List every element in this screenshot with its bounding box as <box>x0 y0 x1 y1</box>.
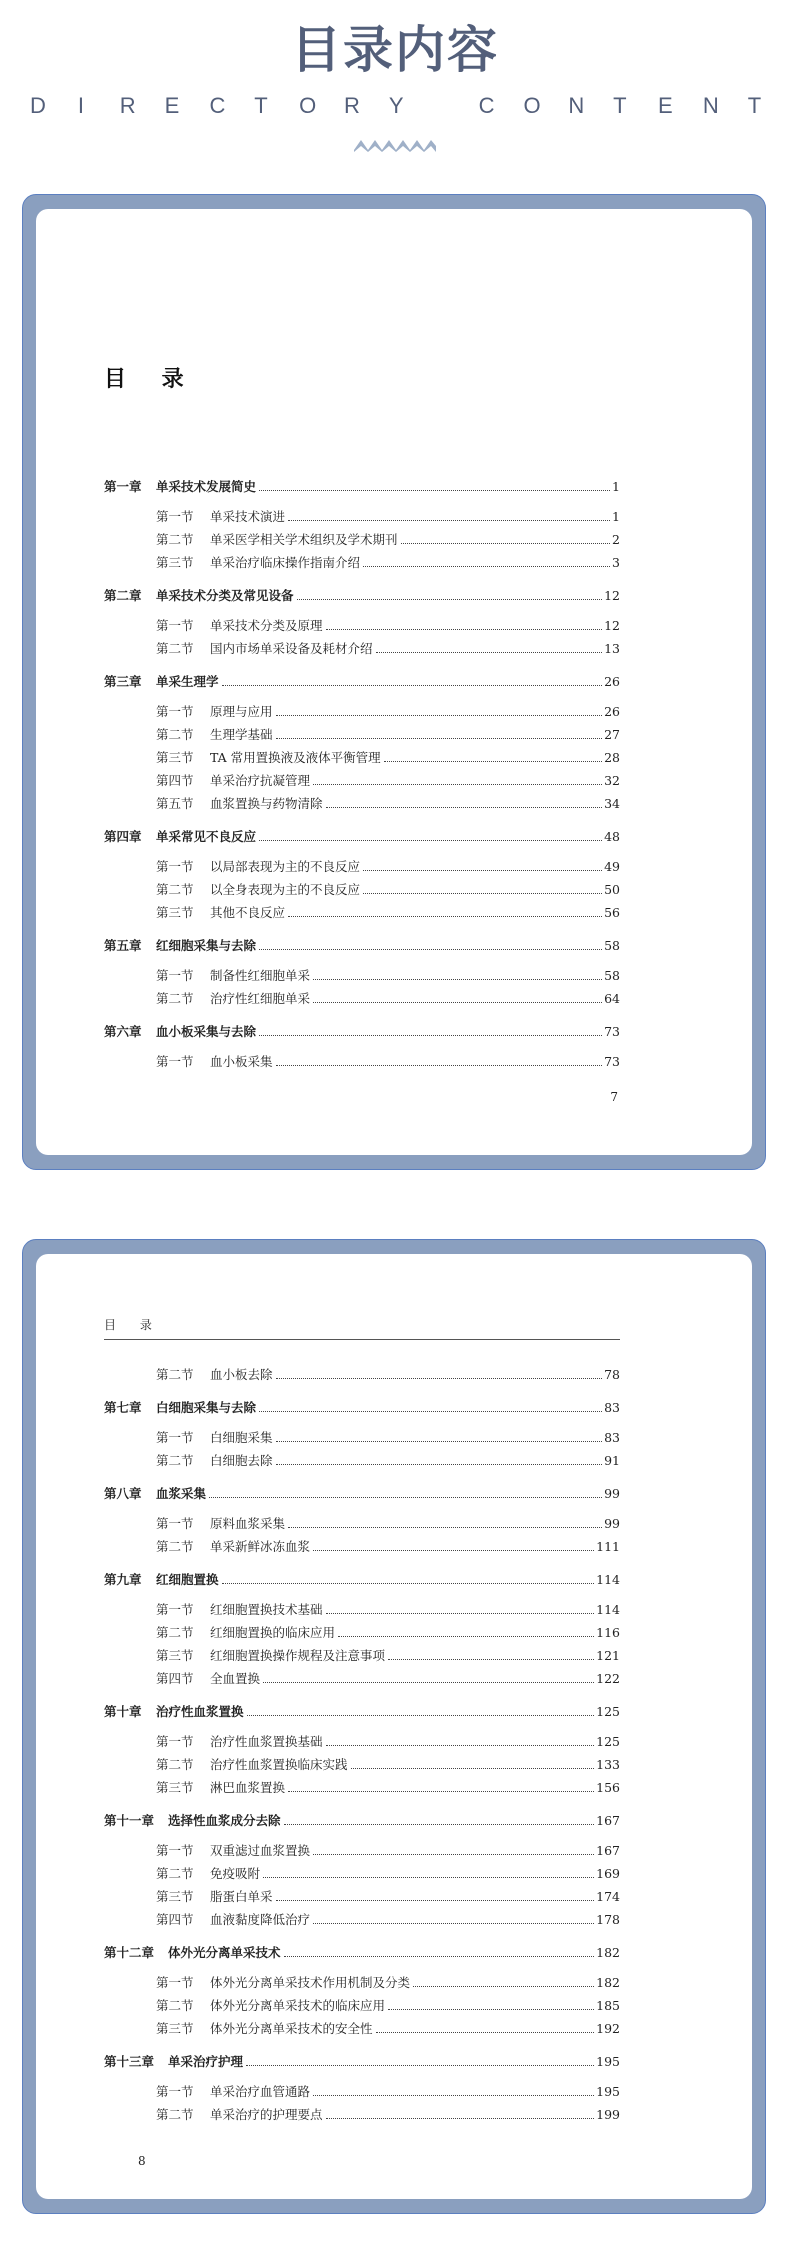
entry-page: 73 <box>604 1024 620 1039</box>
entry-number: 第二节 <box>156 641 194 656</box>
toc-list-page-7 <box>104 462 620 1070</box>
entry-page: 125 <box>596 1704 620 1719</box>
entry-title: 治疗性血浆置换临床实践 <box>210 1757 348 1772</box>
subtitle-letter: T <box>613 93 627 118</box>
toc-section-entry[interactable] <box>104 1595 620 1618</box>
toc-section-entry[interactable] <box>104 1446 620 1469</box>
entry-title: 其他不良反应 <box>210 905 286 920</box>
entry-number: 第四节 <box>156 773 194 788</box>
entry-number: 第三章 <box>104 674 142 689</box>
dot-leader <box>388 2009 594 2010</box>
entry-number: 第二节 <box>156 1866 194 1881</box>
entry-number: 第一节 <box>156 1516 194 1531</box>
entry-title: 生理学基础 <box>210 727 273 742</box>
entry-page: 13 <box>604 641 620 656</box>
entry-number: 第一节 <box>156 704 194 719</box>
toc-list-page-8 <box>104 1360 620 2123</box>
entry-title: 原理与应用 <box>210 704 273 719</box>
subtitle-letter: C <box>478 93 495 118</box>
entry-title: 红细胞置换操作规程及注意事项 <box>210 1648 386 1663</box>
dot-leader <box>288 1527 602 1528</box>
dot-leader <box>247 1715 595 1716</box>
dot-leader <box>222 1583 595 1584</box>
entry-page: 58 <box>604 938 620 953</box>
entry-page: 58 <box>604 968 620 983</box>
toc-section-entry[interactable] <box>104 525 620 548</box>
entry-title: 治疗性血浆置换 <box>156 1704 244 1719</box>
page-number: 8 <box>138 2154 146 2168</box>
entry-page: 1 <box>612 509 620 524</box>
toc-section-entry[interactable] <box>104 1859 620 1882</box>
dot-leader <box>209 1497 602 1498</box>
entry-number: 第一节 <box>156 509 194 524</box>
entry-title: 单采治疗的护理要点 <box>210 2107 323 2122</box>
entry-page: 122 <box>596 1671 620 1686</box>
toc-chapter-entry[interactable] <box>104 1697 620 1720</box>
dot-leader <box>351 1768 595 1769</box>
entry-page: 73 <box>604 1054 620 1069</box>
dot-leader <box>276 1441 603 1442</box>
toc-section-entry[interactable] <box>104 502 620 525</box>
toc-chapter-entry[interactable] <box>104 581 620 604</box>
entry-title: 单采治疗抗凝管理 <box>210 773 311 788</box>
entry-title: 血液黏度降低治疗 <box>210 1912 311 1927</box>
dot-leader <box>297 599 603 600</box>
dot-leader <box>276 1065 603 1066</box>
dot-leader <box>326 1745 595 1746</box>
entry-page: 26 <box>604 704 620 719</box>
dot-leader <box>276 1900 595 1901</box>
toc-section-entry[interactable] <box>104 1047 620 1070</box>
dot-leader <box>259 1411 602 1412</box>
entry-page: 99 <box>604 1486 620 1501</box>
entry-number: 第三节 <box>156 1648 194 1663</box>
dot-leader <box>284 1824 595 1825</box>
entry-title: 原料血浆采集 <box>210 1516 286 1531</box>
toc-section-entry[interactable] <box>104 2014 620 2037</box>
running-head: 目 录 <box>104 1316 620 1340</box>
entry-number: 第二节 <box>156 532 194 547</box>
entry-title: TA 常用置换液及液体平衡管理 <box>210 750 381 765</box>
entry-page: 195 <box>596 2084 620 2099</box>
dot-leader <box>313 979 602 980</box>
entry-number: 第一节 <box>156 1430 194 1445</box>
entry-number: 第十二章 <box>104 1945 155 1960</box>
dot-leader <box>259 840 602 841</box>
entry-title: 体外光分离单采技术的临床应用 <box>210 1998 386 2013</box>
entry-title: 淋巴血浆置换 <box>210 1780 286 1795</box>
entry-title: 体外光分离单采技术 <box>168 1945 281 1960</box>
entry-title: 单采治疗护理 <box>168 2054 244 2069</box>
dot-leader <box>288 916 602 917</box>
toc-section-entry[interactable] <box>104 611 620 634</box>
entry-title: 单采治疗血管通路 <box>210 2084 311 2099</box>
toc-section-entry[interactable] <box>104 789 620 812</box>
entry-page: 50 <box>604 882 620 897</box>
entry-page: 156 <box>596 1780 620 1795</box>
subtitle-letter: N <box>568 93 585 118</box>
entry-page: 121 <box>596 1648 620 1663</box>
toc-heading: 目 录 <box>104 367 198 392</box>
subtitle-letter: E <box>164 93 180 118</box>
toc-section-entry[interactable] <box>104 634 620 657</box>
subtitle-letter <box>434 94 446 118</box>
entry-number: 第九章 <box>104 1572 142 1587</box>
dot-leader <box>263 1877 594 1878</box>
dot-leader <box>263 1682 594 1683</box>
entry-number: 第一节 <box>156 1054 194 1069</box>
entry-number: 第四节 <box>156 1912 194 1927</box>
toc-chapter-entry[interactable] <box>104 1393 620 1416</box>
toc-section-entry[interactable] <box>104 548 620 571</box>
entry-title: 治疗性红细胞单采 <box>210 991 311 1006</box>
entry-title: 以局部表现为主的不良反应 <box>210 859 361 874</box>
entry-title: 单采技术分类及原理 <box>210 618 323 633</box>
subtitle-letter: E <box>658 93 673 118</box>
toc-chapter-entry[interactable] <box>104 472 620 495</box>
entry-page: 27 <box>604 727 620 742</box>
entry-number: 第三节 <box>156 2021 194 2036</box>
entry-title: 单采生理学 <box>156 674 219 689</box>
toc-section-entry[interactable] <box>104 2077 620 2100</box>
toc-chapter-entry[interactable] <box>104 1938 620 1961</box>
dot-leader <box>401 543 611 544</box>
dot-leader <box>276 1378 603 1379</box>
entry-page: 116 <box>596 1625 620 1640</box>
entry-page: 91 <box>604 1453 620 1468</box>
subtitle-letter: N <box>702 93 719 118</box>
entry-title: 白细胞采集 <box>210 1430 273 1445</box>
entry-page: 3 <box>612 555 620 570</box>
dot-leader <box>313 2095 594 2096</box>
entry-number: 第六章 <box>104 1024 142 1039</box>
entry-page: 178 <box>596 1912 620 1927</box>
entry-page: 167 <box>596 1843 620 1858</box>
dot-leader <box>326 2118 595 2119</box>
entry-page: 48 <box>604 829 620 844</box>
toc-section-entry[interactable] <box>104 852 620 875</box>
toc-chapter-entry[interactable] <box>104 1565 620 1588</box>
subtitle-letter: R <box>344 93 360 118</box>
subtitle-letter: D <box>30 93 46 118</box>
entry-title: 体外光分离单采技术作用机制及分类 <box>210 1975 411 1990</box>
entry-number: 第一节 <box>156 2084 194 2099</box>
entry-page: 199 <box>596 2107 620 2122</box>
entry-page: 185 <box>596 1998 620 2013</box>
entry-title: 单采医学相关学术组织及学术期刊 <box>210 532 398 547</box>
toc-chapter-entry[interactable] <box>104 2047 620 2070</box>
toc-section-entry[interactable] <box>104 1905 620 1928</box>
entry-page: 114 <box>596 1602 620 1617</box>
subtitle-letter: R <box>119 93 136 118</box>
entry-title: 血小板去除 <box>210 1367 273 1382</box>
toc-section-entry[interactable] <box>104 720 620 743</box>
entry-title: 全血置换 <box>210 1671 261 1686</box>
entry-number: 第十三章 <box>104 2054 155 2069</box>
dot-leader <box>376 2032 595 2033</box>
entry-title: 红细胞置换 <box>156 1572 219 1587</box>
entry-page: 64 <box>604 991 620 1006</box>
entry-title: 选择性血浆成分去除 <box>168 1813 281 1828</box>
entry-number: 第三节 <box>156 905 194 920</box>
entry-title: 治疗性血浆置换基础 <box>210 1734 323 1749</box>
entry-number: 第五章 <box>104 938 142 953</box>
entry-number: 第三节 <box>156 1889 194 1904</box>
entry-page: 83 <box>604 1400 620 1415</box>
entry-page: 26 <box>604 674 620 689</box>
entry-number: 第二节 <box>156 727 194 742</box>
dot-leader <box>288 1791 594 1792</box>
entry-number: 第一节 <box>156 1602 194 1617</box>
zigzag-ornament-icon <box>354 136 436 152</box>
toc-section-entry[interactable] <box>104 1727 620 1750</box>
entry-title: 单采技术分类及常见设备 <box>156 588 294 603</box>
entry-title: 红细胞置换的临床应用 <box>210 1625 336 1640</box>
entry-title: 国内市场单采设备及耗材介绍 <box>210 641 373 656</box>
entry-page: 111 <box>596 1539 620 1554</box>
entry-number: 第三节 <box>156 555 194 570</box>
dot-leader <box>276 1464 603 1465</box>
toc-section-entry[interactable] <box>104 2100 620 2123</box>
entry-page: 125 <box>596 1734 620 1749</box>
entry-page: 99 <box>604 1516 620 1531</box>
dot-leader <box>259 490 610 491</box>
entry-number: 第七章 <box>104 1400 142 1415</box>
entry-title: 血浆采集 <box>156 1486 207 1501</box>
entry-page: 133 <box>596 1757 620 1772</box>
toc-section-entry[interactable] <box>104 1773 620 1796</box>
toc-section-entry[interactable] <box>104 1532 620 1555</box>
entry-number: 第一节 <box>156 968 194 983</box>
subtitle-letter: O <box>523 93 541 118</box>
entry-number: 第一节 <box>156 1734 194 1749</box>
subtitle-letter: O <box>299 93 317 118</box>
entry-title: 白细胞采集与去除 <box>156 1400 257 1415</box>
entry-title: 单采治疗临床操作指南介绍 <box>210 555 361 570</box>
dot-leader <box>313 1854 594 1855</box>
entry-title: 单采常见不良反应 <box>156 829 257 844</box>
entry-number: 第一节 <box>156 859 194 874</box>
toc-section-entry[interactable] <box>104 1360 620 1383</box>
entry-page: 12 <box>604 588 620 603</box>
entry-number: 第十一章 <box>104 1813 155 1828</box>
entry-title: 单采技术演进 <box>210 509 286 524</box>
entry-title: 脂蛋白单采 <box>210 1889 273 1904</box>
toc-section-entry[interactable] <box>104 898 620 921</box>
dot-leader <box>326 1613 595 1614</box>
subtitle-letter: T <box>747 93 762 118</box>
entry-number: 第二节 <box>156 1367 194 1382</box>
entry-title: 免疫吸附 <box>210 1866 261 1881</box>
entry-number: 第二节 <box>156 1998 194 2013</box>
entry-number: 第二章 <box>104 588 142 603</box>
entry-title: 红细胞置换技术基础 <box>210 1602 323 1617</box>
entry-title: 体外光分离单采技术的安全性 <box>210 2021 373 2036</box>
entry-title: 红细胞采集与去除 <box>156 938 257 953</box>
toc-section-entry[interactable] <box>104 1509 620 1532</box>
subtitle-letter: C <box>209 93 226 118</box>
entry-page: 32 <box>604 773 620 788</box>
entry-title: 血小板采集 <box>210 1054 273 1069</box>
toc-section-entry[interactable] <box>104 1991 620 2014</box>
entry-title: 单采新鲜冰冻血浆 <box>210 1539 311 1554</box>
entry-page: 169 <box>596 1866 620 1881</box>
dot-leader <box>413 1986 594 1987</box>
entry-number: 第二节 <box>156 2107 194 2122</box>
dot-leader <box>313 1002 602 1003</box>
toc-section-entry[interactable] <box>104 1641 620 1664</box>
page-title: 目录内容 <box>291 21 499 79</box>
toc-chapter-entry[interactable] <box>104 1479 620 1502</box>
toc-chapter-entry[interactable] <box>104 822 620 845</box>
dot-leader <box>259 949 602 950</box>
entry-number: 第一节 <box>156 1843 194 1858</box>
entry-number: 第五节 <box>156 796 194 811</box>
page-subtitle <box>30 94 760 118</box>
dot-leader <box>384 761 602 762</box>
entry-number: 第四章 <box>104 829 142 844</box>
toc-section-entry[interactable] <box>104 1618 620 1641</box>
entry-number: 第三节 <box>156 750 194 765</box>
dot-leader <box>259 1035 602 1036</box>
toc-chapter-entry[interactable] <box>104 667 620 690</box>
entry-page: 83 <box>604 1430 620 1445</box>
toc-chapter-entry[interactable] <box>104 1806 620 1829</box>
entry-page: 56 <box>604 905 620 920</box>
toc-section-entry[interactable] <box>104 1968 620 1991</box>
toc-section-entry[interactable] <box>104 1664 620 1687</box>
entry-page: 182 <box>596 1945 620 1960</box>
subtitle-letter: Y <box>388 93 404 118</box>
entry-page: 167 <box>596 1813 620 1828</box>
entry-number: 第二节 <box>156 1539 194 1554</box>
dot-leader <box>313 784 602 785</box>
dot-leader <box>222 685 603 686</box>
entry-number: 第一章 <box>104 479 142 494</box>
dot-leader <box>284 1956 595 1957</box>
entry-number: 第二节 <box>156 882 194 897</box>
dot-leader <box>388 1659 594 1660</box>
entry-number: 第一节 <box>156 1975 194 1990</box>
entry-page: 174 <box>596 1889 620 1904</box>
entry-page: 78 <box>604 1367 620 1382</box>
entry-page: 28 <box>604 750 620 765</box>
entry-number: 第二节 <box>156 1757 194 1772</box>
entry-title: 血浆置换与药物清除 <box>210 796 323 811</box>
dot-leader <box>376 652 603 653</box>
toc-section-entry[interactable] <box>104 1836 620 1859</box>
dot-leader <box>363 870 602 871</box>
entry-title: 制备性红细胞单采 <box>210 968 311 983</box>
entry-number: 第四节 <box>156 1671 194 1686</box>
entry-number: 第十章 <box>104 1704 142 1719</box>
dot-leader <box>338 1636 594 1637</box>
toc-section-entry[interactable] <box>104 961 620 984</box>
entry-title: 血小板采集与去除 <box>156 1024 257 1039</box>
toc-section-entry[interactable] <box>104 875 620 898</box>
dot-leader <box>246 2065 594 2066</box>
dot-leader <box>363 893 602 894</box>
entry-page: 114 <box>596 1572 620 1587</box>
subtitle-letter: T <box>254 93 268 118</box>
dot-leader <box>276 715 603 716</box>
entry-page: 1 <box>612 479 620 494</box>
toc-chapter-entry[interactable] <box>104 1017 620 1040</box>
dot-leader <box>326 807 603 808</box>
entry-number: 第八章 <box>104 1486 142 1501</box>
toc-section-entry[interactable] <box>104 1882 620 1905</box>
dot-leader <box>326 629 603 630</box>
entry-number: 第三节 <box>156 1780 194 1795</box>
toc-section-entry[interactable] <box>104 1423 620 1446</box>
toc-section-entry[interactable] <box>104 766 620 789</box>
toc-section-entry[interactable] <box>104 743 620 766</box>
entry-page: 192 <box>596 2021 620 2036</box>
entry-title: 白细胞去除 <box>210 1453 273 1468</box>
toc-section-entry[interactable] <box>104 1750 620 1773</box>
entry-page: 2 <box>612 532 620 547</box>
subtitle-letter: I <box>77 93 85 118</box>
entry-number: 第二节 <box>156 1453 194 1468</box>
entry-number: 第二节 <box>156 991 194 1006</box>
toc-section-entry[interactable] <box>104 697 620 720</box>
toc-chapter-entry[interactable] <box>104 931 620 954</box>
entry-number: 第一节 <box>156 618 194 633</box>
entry-page: 49 <box>604 859 620 874</box>
dot-leader <box>288 520 610 521</box>
entry-title: 以全身表现为主的不良反应 <box>210 882 361 897</box>
dot-leader <box>276 738 603 739</box>
entry-number: 第二节 <box>156 1625 194 1640</box>
toc-section-entry[interactable] <box>104 984 620 1007</box>
entry-page: 12 <box>604 618 620 633</box>
entry-title: 双重滤过血浆置换 <box>210 1843 311 1858</box>
page-number: 7 <box>610 1090 618 1104</box>
entry-page: 195 <box>596 2054 620 2069</box>
dot-leader <box>313 1550 594 1551</box>
entry-page: 34 <box>604 796 620 811</box>
entry-title: 单采技术发展简史 <box>156 479 257 494</box>
dot-leader <box>313 1923 594 1924</box>
dot-leader <box>363 566 610 567</box>
entry-page: 182 <box>596 1975 620 1990</box>
